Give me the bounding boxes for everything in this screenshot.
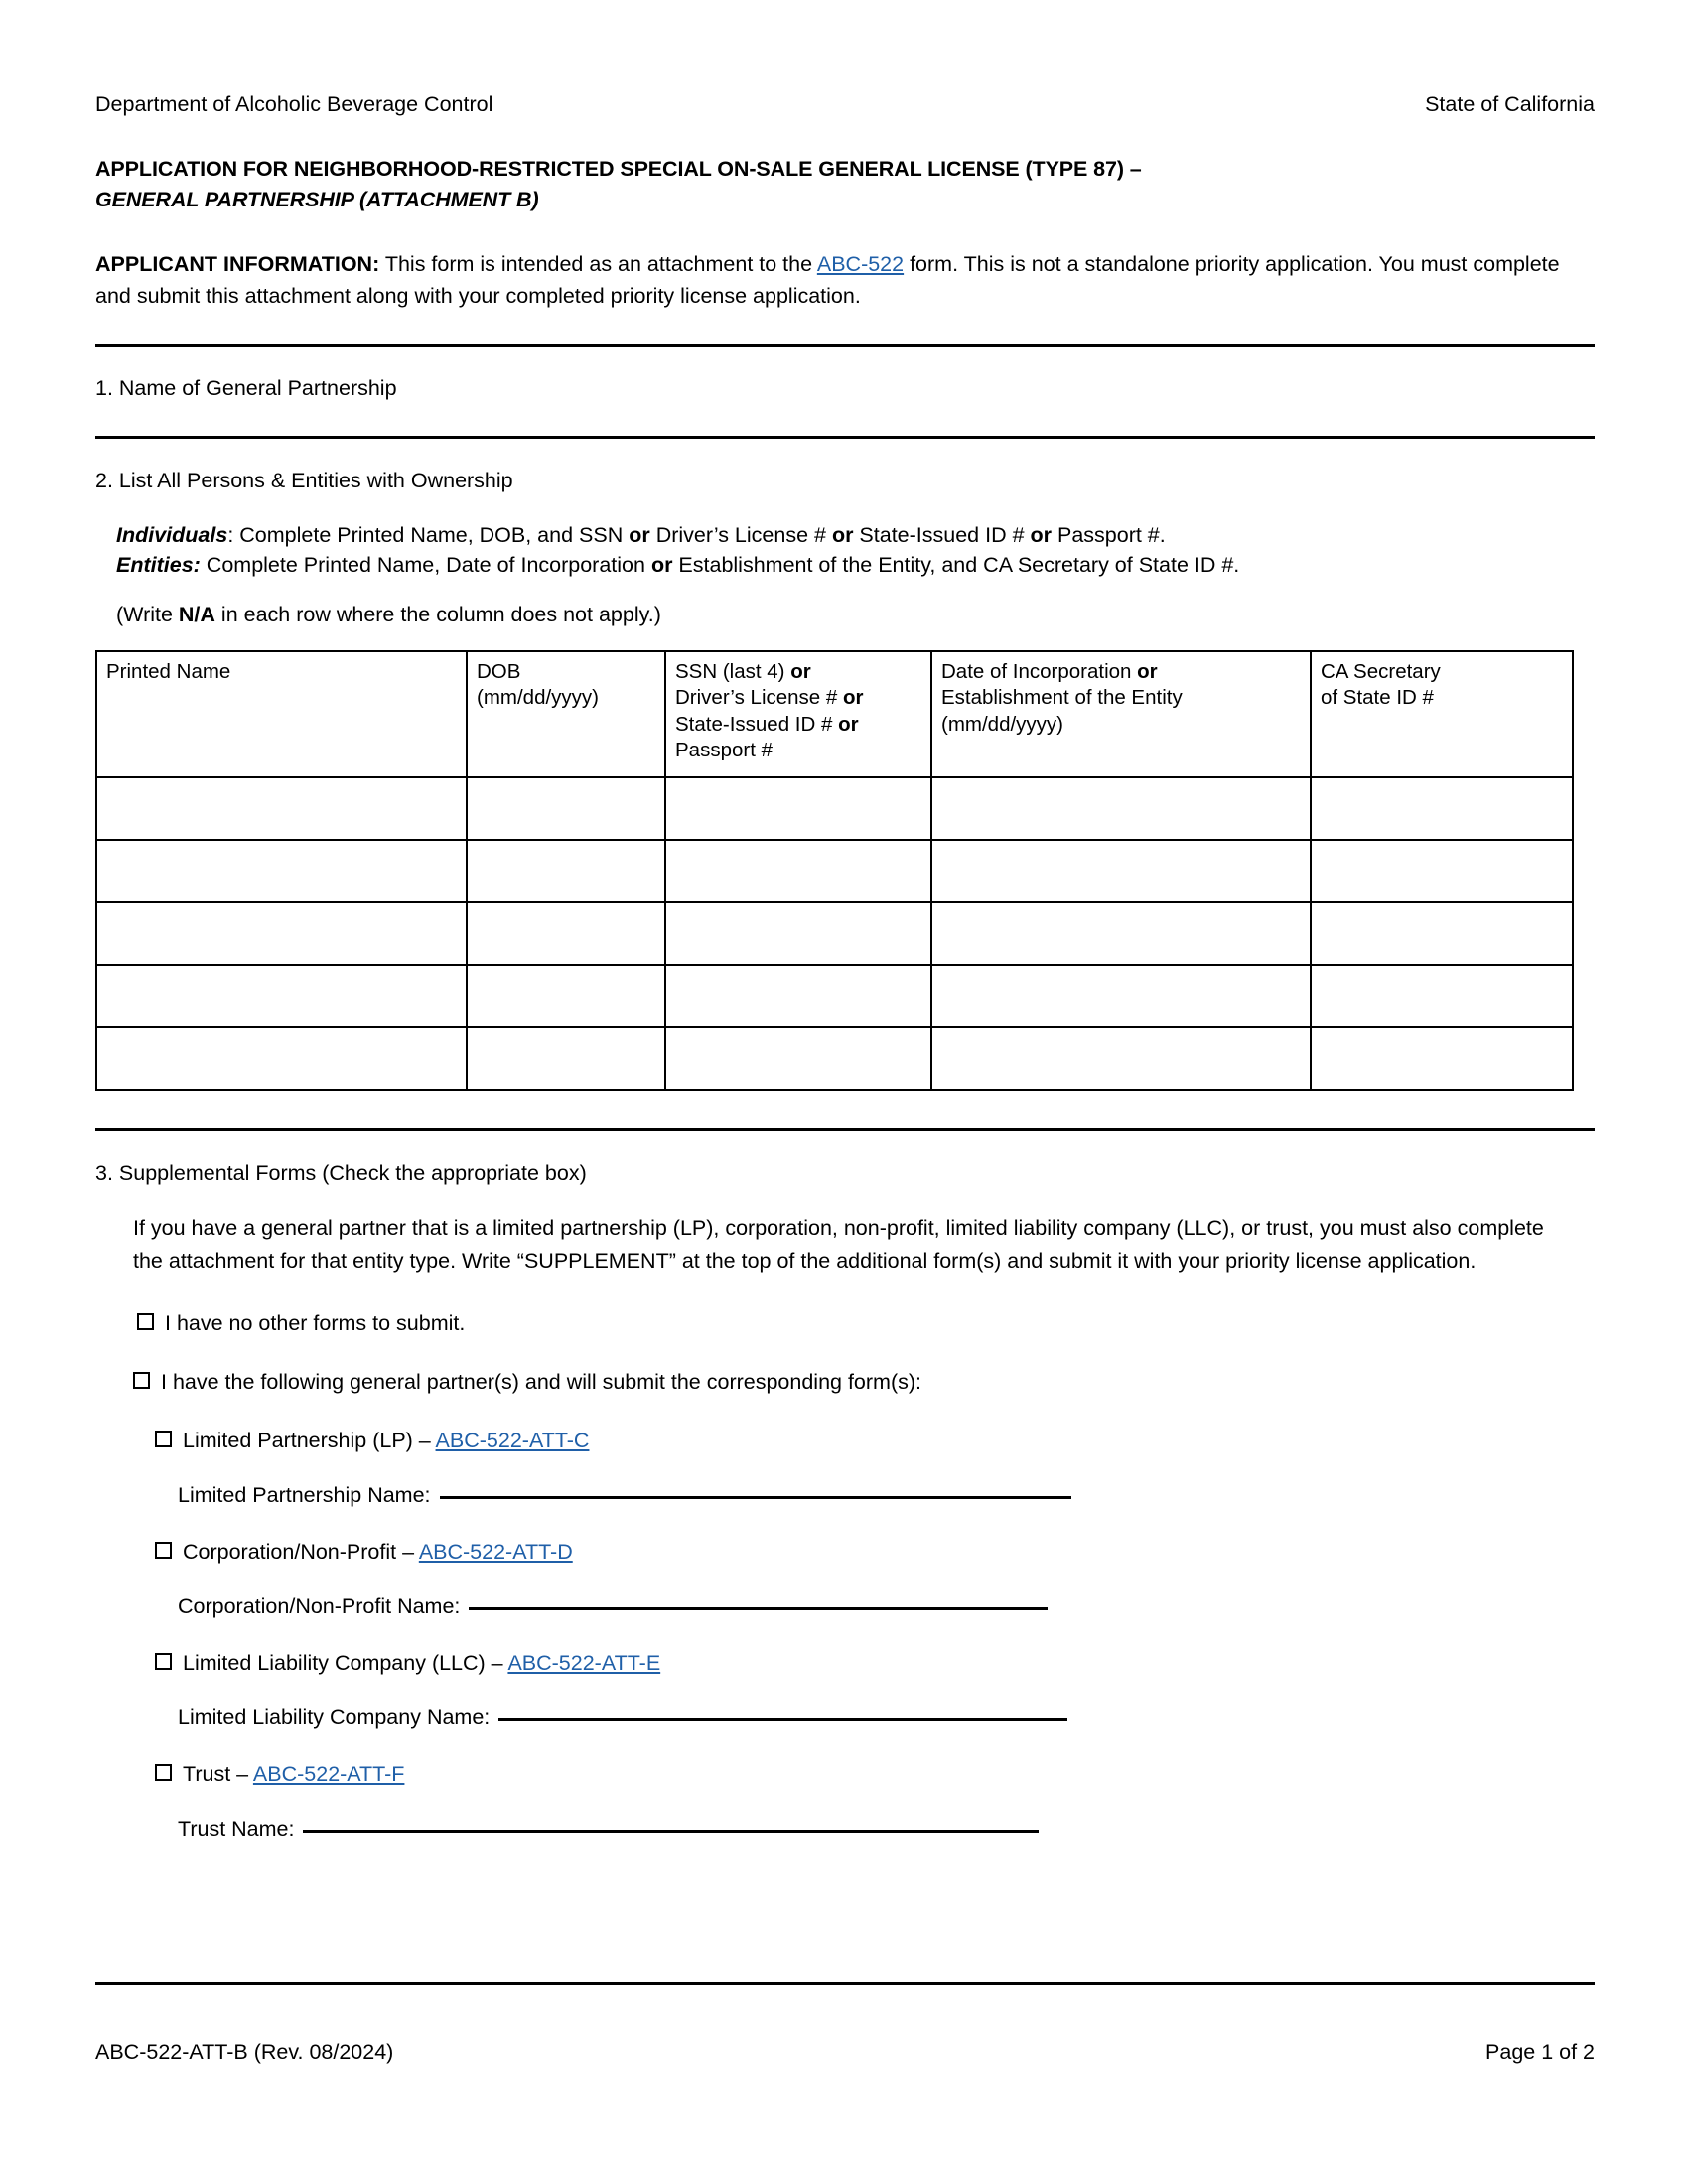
header-line: Printed Name — [106, 659, 231, 683]
checkbox-label-following-partners: I have the following general partner(s) and will submit the corresponding form(s): — [161, 1370, 922, 1394]
checkbox-icon[interactable] — [155, 1764, 172, 1781]
checkbox-row-following-partners[interactable] — [133, 1368, 1595, 1397]
section-divider-3 — [95, 1128, 1595, 1131]
header-line: State-Issued ID # — [675, 712, 839, 736]
header-line: CA Secretary — [1321, 659, 1441, 683]
table-header-row — [96, 651, 1573, 777]
cell-ssn[interactable] — [665, 777, 931, 840]
cell-dob[interactable] — [467, 1027, 665, 1090]
checkbox-icon[interactable] — [155, 1542, 172, 1559]
header-line: SSN (last 4) — [675, 659, 791, 683]
individuals-or-2: or — [831, 522, 854, 547]
field-input-trust-name[interactable] — [303, 1810, 1039, 1833]
entities-text-b: Establishment of the Entity, and CA Secretary of State ID #. — [672, 553, 1240, 578]
abc-522-att-e-link[interactable]: ABC-522-ATT-E — [507, 1651, 661, 1676]
cell-printed-name[interactable] — [96, 840, 467, 902]
table-row — [96, 965, 1573, 1027]
header-line-or: or — [790, 659, 811, 683]
checkbox-row-limited-liability-company[interactable] — [155, 1649, 1595, 1678]
table-row — [96, 777, 1573, 840]
header-line: (mm/dd/yyyy) — [477, 686, 599, 710]
checkbox-icon[interactable] — [155, 1431, 172, 1447]
ownership-table-body — [96, 777, 1573, 1090]
header-line: (mm/dd/yyyy) — [941, 712, 1063, 736]
table-row — [96, 1027, 1573, 1090]
applicant-information-paragraph — [95, 248, 1595, 313]
field-row-limited-liability-company-name — [178, 1702, 1595, 1730]
cell-ca-sos-id[interactable] — [1311, 965, 1573, 1027]
footer-divider — [95, 1982, 1595, 1985]
section-1-heading: 1. Name of General Partnership — [95, 375, 397, 400]
option-label-text: Trust – — [183, 1762, 253, 1787]
field-row-trust-name — [178, 1813, 1595, 1842]
individuals-text-c: State-Issued ID # — [853, 522, 1031, 547]
individuals-or-1: or — [629, 522, 650, 547]
section-3-heading: 3. Supplemental Forms (Check the appropriate box) — [95, 1160, 587, 1185]
cell-printed-name[interactable] — [96, 965, 467, 1027]
header-line: of State ID # — [1321, 686, 1434, 710]
field-input-corporation-non-profit-name[interactable] — [469, 1587, 1048, 1610]
cell-dob[interactable] — [467, 840, 665, 902]
cell-ca-sos-id[interactable] — [1311, 1027, 1573, 1090]
header-line-or: or — [838, 712, 859, 736]
cell-date-of-incorporation[interactable] — [931, 965, 1311, 1027]
applicant-information-text-before-link: This form is intended as an attachment to the — [379, 252, 817, 277]
header-line: Date of Incorporation — [941, 659, 1138, 683]
header-line: Passport # — [675, 739, 773, 762]
checkbox-icon[interactable] — [133, 1372, 150, 1389]
cell-date-of-incorporation[interactable] — [931, 902, 1311, 965]
section-3-body: If you have a general partner that is a limited partnership (LP), corporation, non-profit, limited liability company (LLC), or trust, you must also complete the attachment for that entity type. Write “SUPPLEMENT” at the top of the additional form(s) and submit it with your priority license application. — [133, 1216, 1544, 1273]
field-row-corporation-non-profit-name — [178, 1590, 1595, 1619]
header-line: Establishment of the Entity — [941, 686, 1183, 710]
checkbox-label-limited-liability-company — [183, 1649, 660, 1678]
checkbox-row-trust[interactable] — [155, 1760, 1595, 1789]
na-note-suffix: in each row where the column does not apply.) — [214, 602, 661, 626]
cell-date-of-incorporation[interactable] — [931, 1027, 1311, 1090]
field-label-trust-name: Trust Name: — [178, 1817, 295, 1842]
abc-522-att-f-link[interactable]: ABC-522-ATT-F — [252, 1762, 405, 1787]
na-note-bold: N/A — [178, 602, 215, 626]
checkbox-label-no-other-forms: I have no other forms to submit. — [165, 1310, 466, 1335]
page-content — [95, 0, 1595, 1842]
checkbox-row-no-other-forms[interactable] — [137, 1309, 1595, 1338]
checkbox-icon[interactable] — [137, 1313, 154, 1330]
abc-522-att-d-link[interactable]: ABC-522-ATT-D — [418, 1540, 573, 1565]
checkbox-icon[interactable] — [155, 1653, 172, 1670]
abc-522-link[interactable]: ABC-522 — [816, 252, 905, 277]
cell-ssn[interactable] — [665, 902, 931, 965]
cell-printed-name[interactable] — [96, 777, 467, 840]
na-note — [116, 603, 1595, 627]
field-input-limited-liability-company-name[interactable] — [498, 1699, 1067, 1721]
cell-ssn[interactable] — [665, 840, 931, 902]
section-2-heading: 2. List All Persons & Entities with Ownership — [95, 468, 513, 492]
table-row — [96, 840, 1573, 902]
cell-printed-name[interactable] — [96, 1027, 467, 1090]
individuals-text-d: Passport #. — [1052, 522, 1166, 547]
field-input-limited-partnership-name[interactable] — [440, 1476, 1071, 1499]
cell-printed-name[interactable] — [96, 902, 467, 965]
field-row-limited-partnership-name — [178, 1479, 1595, 1508]
section-divider-2 — [95, 436, 1595, 439]
column-header-ssn-dl-id-passport — [665, 651, 931, 777]
applicant-information-text-after-link: form. This is not a standalone priority application. You must complete and submit this attachment along with your completed priority license application. — [95, 252, 1560, 309]
document-footer — [95, 2040, 1595, 2065]
field-label-corporation-non-profit-name: Corporation/Non-Profit Name: — [178, 1594, 461, 1619]
form-number: ABC-522-ATT-B (Rev. 08/2024) — [95, 2040, 394, 2064]
field-label-limited-liability-company-name: Limited Liability Company Name: — [178, 1706, 491, 1730]
column-header-date-of-incorporation — [931, 651, 1311, 777]
cell-ssn[interactable] — [665, 965, 931, 1027]
table-row — [96, 902, 1573, 965]
cell-ssn[interactable] — [665, 1027, 931, 1090]
column-header-ca-secretary-of-state-id — [1311, 651, 1573, 777]
entities-or: or — [650, 553, 673, 578]
header-line-or: or — [843, 686, 864, 710]
individuals-or-3: or — [1030, 522, 1053, 547]
document-header — [95, 0, 1595, 118]
page-title — [95, 154, 1595, 215]
section-divider-1 — [95, 344, 1595, 347]
individuals-instruction — [116, 520, 1595, 551]
cell-ca-sos-id[interactable] — [1311, 840, 1573, 902]
option-label-text: Limited Liability Company (LLC) – — [183, 1651, 508, 1676]
cell-date-of-incorporation[interactable] — [931, 840, 1311, 902]
field-label-limited-partnership-name: Limited Partnership Name: — [178, 1483, 431, 1508]
column-header-printed-name — [96, 651, 467, 777]
individuals-text-a: : Complete Printed Name, DOB, and SSN — [227, 522, 630, 547]
checkbox-row-limited-partnership[interactable] — [155, 1427, 1595, 1455]
header-line-or: or — [1137, 659, 1158, 683]
page-title-line-2: GENERAL PARTNERSHIP (ATTACHMENT B) — [95, 187, 539, 211]
checkbox-label-corporation-non-profit — [183, 1538, 573, 1567]
column-header-dob — [467, 651, 665, 777]
applicant-information-label: APPLICANT INFORMATION: — [95, 252, 380, 277]
entities-instruction — [116, 550, 1595, 581]
cell-dob[interactable] — [467, 777, 665, 840]
cell-ca-sos-id[interactable] — [1311, 777, 1573, 840]
individuals-label: Individuals — [116, 522, 228, 547]
abc-522-att-c-link[interactable]: ABC-522-ATT-C — [435, 1429, 590, 1453]
state-name: State of California — [1425, 92, 1595, 116]
checkbox-label-trust — [183, 1760, 404, 1789]
entities-label: Entities: — [116, 553, 201, 578]
entities-text-a: Complete Printed Name, Date of Incorporation — [200, 553, 651, 578]
section-2-instructions — [116, 520, 1595, 581]
page-title-line-1: APPLICATION FOR NEIGHBORHOOD-RESTRICTED SPECIAL ON-SALE GENERAL LICENSE (TYPE 87) – — [95, 156, 1142, 181]
individuals-text-b: Driver’s License # — [649, 522, 832, 547]
checkbox-row-corporation-non-profit[interactable] — [155, 1538, 1595, 1567]
ownership-table — [95, 650, 1574, 1091]
header-line: DOB — [477, 659, 521, 683]
cell-dob[interactable] — [467, 965, 665, 1027]
na-note-prefix: (Write — [116, 602, 179, 626]
cell-dob[interactable] — [467, 902, 665, 965]
checkbox-label-limited-partnership — [183, 1427, 589, 1455]
header-line: Driver’s License # — [675, 686, 844, 710]
page-number: Page 1 of 2 — [1485, 2040, 1595, 2064]
cell-ca-sos-id[interactable] — [1311, 902, 1573, 965]
option-label-text: Corporation/Non-Profit – — [183, 1540, 419, 1565]
agency-name: Department of Alcoholic Beverage Control — [95, 92, 493, 116]
option-label-text: Limited Partnership (LP) – — [183, 1429, 436, 1453]
cell-date-of-incorporation[interactable] — [931, 777, 1311, 840]
